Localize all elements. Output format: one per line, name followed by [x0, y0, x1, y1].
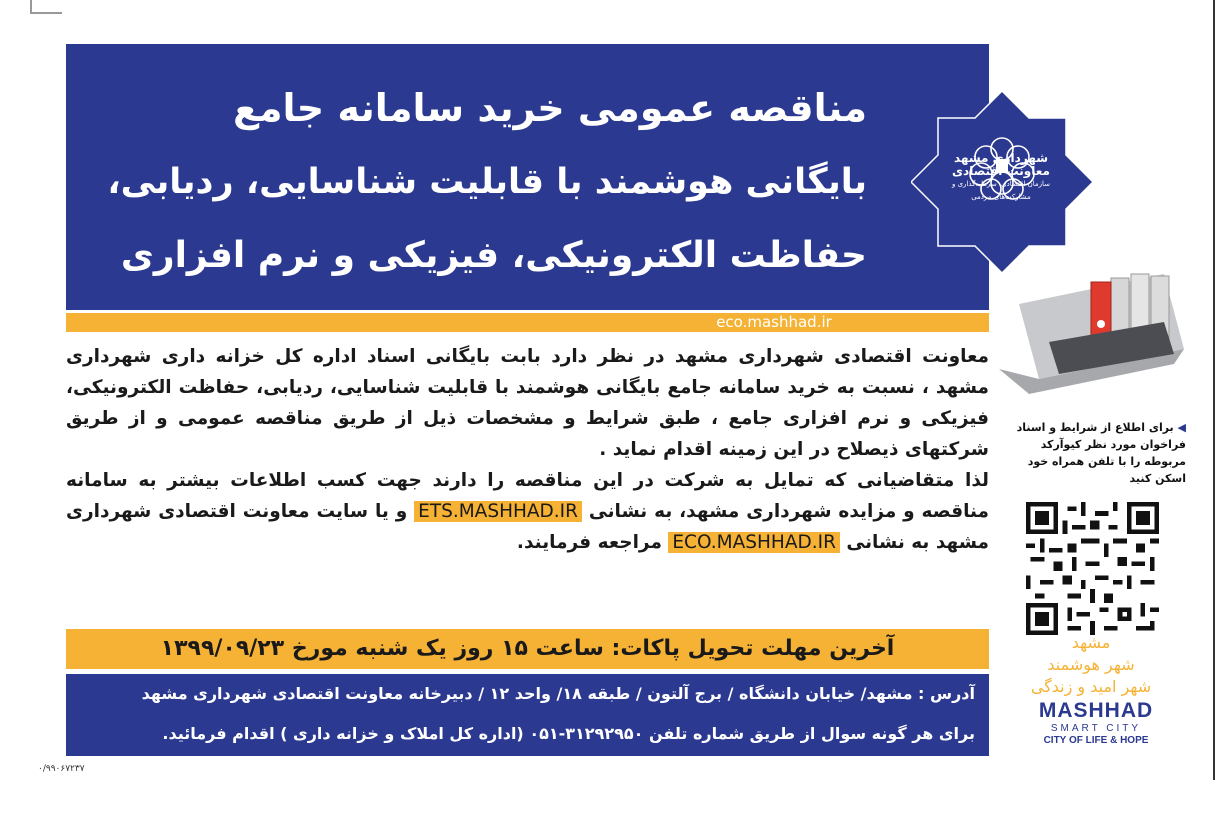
motto-line-3: شهر امید و زندگی — [1030, 677, 1152, 696]
crop-mark — [30, 0, 62, 14]
body-paragraph-2 — [66, 465, 989, 558]
title-line-3: حفاظت الکترونیکی، فیزیکی و نرم افزاری — [120, 235, 867, 276]
tender-body — [66, 341, 989, 558]
phone-line: برای هر گونه سوال از طریق شماره تلفن ۳۱۲۹۲۹۵۰-۰۵۱ (اداره کل املاک و خزانه داری ) اقدام فرمائید. — [162, 724, 975, 743]
smart-city-logo — [1021, 699, 1171, 747]
blue-triangle-icon: ◀ — [1177, 421, 1186, 434]
eco-link[interactable]: ECO.MASHHAD.IR — [668, 532, 840, 553]
body-paragraph-2-part-b: و یا سایت معاونت اقتصادی شهرداری مشهد به نشانی — [66, 501, 989, 553]
motto-line-1: مشهد — [1071, 633, 1111, 652]
qr-instruction-text: برای اطلاع از شرایط و اسناد فراخوان مورد نظر کیوآرکد مربوطه را با تلفن همراه خود اسکن کنید — [1016, 421, 1186, 485]
motto-line-2: شهر هوشمند — [1047, 655, 1135, 674]
qr-instruction — [1016, 419, 1186, 487]
emblem-text-2: معاونت اقتصادی — [952, 164, 1050, 178]
ad-code-number: ۰/۹۹۰۶۷۲۳۷ — [38, 764, 85, 774]
title-line-2: بایگانی هوشمند با قابلیت شناسایی، ردیابی، — [107, 162, 867, 202]
brand-city-of-life: CITY OF LIFE & HOPE — [1043, 735, 1149, 746]
emblem-text-1: شهرداری مشهد — [953, 151, 1049, 165]
site-url[interactable]: eco.mashhad.ir — [716, 313, 832, 331]
brand-mashhad: MASHHAD — [1038, 699, 1154, 722]
page-border — [1213, 0, 1215, 780]
emblem-caption — [936, 152, 1066, 204]
body-paragraph-2-part-c: مراجعه فرمایند. — [516, 532, 662, 553]
body-paragraph-1: معاونت اقتصادی شهرداری مشهد در نظر دارد بابت بایگانی اسناد اداره کل خزانه داری شهرداری مشهد ، نسبت به خرید سامانه جامع بایگانی هوشمند با قابلیت شناسایی، ردیابی، حفاظت الکترونیکی، فیزیکی و نرم افزاری جامع ، طبق شرایط و مشخصات ذیل از طریق مناقصه عمومی و از طریق شرکتهای ذیصلاح در این زمینه اقدام نماید . — [66, 346, 989, 460]
ets-link[interactable]: ETS.MASHHAD.IR — [414, 501, 582, 522]
header-banner — [66, 44, 989, 310]
title-line-1: مناقصه عمومی خرید سامانه جامع — [233, 86, 867, 130]
deadline-bar: آخرین مهلت تحویل پاکات: ساعت ۱۵ روز یک شنبه مورخ ۱۳۹۹/۰۹/۲۳ — [66, 629, 989, 669]
address-line: آدرس : مشهد/ خیابان دانشگاه / برج آلتون / طبقه ۱۸/ واحد ۱۲ / دبیرخانه معاونت اقتصادی شهرداری مشهد — [141, 684, 975, 703]
brand-smart-city: SMART CITY — [1050, 723, 1142, 734]
emblem-text-3: سازمان اقتصادی، سرمایه‌گذاری و مشارکت‌های مردمی — [951, 180, 1051, 201]
tender-advertisement — [66, 44, 1188, 764]
body-paragraph-2-part-a: لذا متقاضیانی که تمایل به شرکت در این مناقصه را دارند جهت کسب اطلاعات بیشتر به سامانه مناقصه و مزایده شهرداری مشهد، به نشانی — [66, 470, 990, 522]
city-motto — [1016, 632, 1166, 698]
qr-code-icon[interactable] — [1026, 502, 1159, 635]
laptop-binders-icon — [999, 264, 1189, 399]
address-box — [66, 674, 989, 756]
